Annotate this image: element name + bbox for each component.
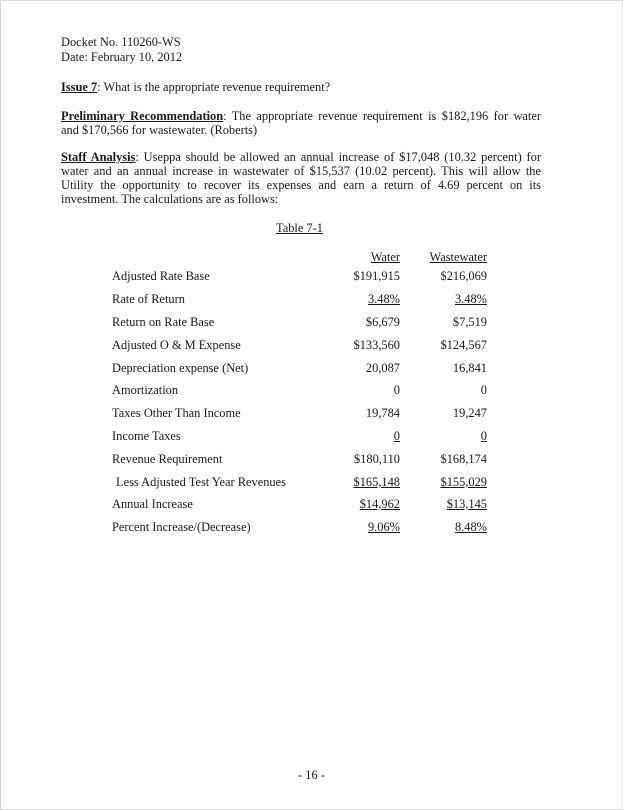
wastewater-value: 3.48% — [454, 292, 487, 306]
table-row — [0, 292, 623, 312]
page-number: - 16 - — [298, 768, 325, 782]
table-row — [0, 475, 623, 495]
table-row — [0, 406, 623, 426]
staff-analysis-text: : Useppa should be allowed an annual increase of $17,048 (10.32 percent) for water and an annual increase in wastewater of $15,537 (10.02 percent). This will allow the Utility the opportunity to recover its expenses and earn a return of 4.69 percent on its investment. The calculations are as follows: — [61, 150, 541, 206]
wastewater-value: 19,247 — [452, 406, 487, 420]
water-value: 0 — [393, 429, 400, 443]
row-label: Return on Rate Base — [112, 315, 215, 329]
water-value: $133,560 — [353, 338, 400, 352]
row-label: Income Taxes — [112, 429, 181, 443]
preliminary-recommendation-label: Preliminary Recommendation — [61, 109, 224, 123]
table-row — [0, 361, 623, 381]
row-label: Taxes Other Than Income — [112, 406, 241, 420]
docket-number: Docket No. 110260-WS — [61, 35, 181, 49]
row-label: Annual Increase — [112, 497, 193, 511]
table-row — [0, 338, 623, 358]
water-value: $6,679 — [365, 315, 400, 329]
table-title: Table 7-1 — [276, 221, 323, 235]
wastewater-value: $124,567 — [440, 338, 487, 352]
table-row — [0, 269, 623, 289]
issue-label: Issue 7 — [61, 80, 98, 94]
staff-analysis-paragraph — [61, 150, 541, 206]
table-row — [0, 520, 623, 540]
water-value: $14,962 — [359, 497, 400, 511]
staff-analysis-label: Staff Analysis — [61, 150, 136, 164]
wastewater-value: $168,174 — [440, 452, 487, 466]
column-header-wastewater: Wastewater — [429, 250, 487, 264]
table-row — [0, 497, 623, 517]
water-value: $180,110 — [353, 452, 400, 466]
row-label: Percent Increase/(Decrease) — [112, 520, 251, 534]
water-value: 20,087 — [365, 361, 400, 375]
row-label: Adjusted O & M Expense — [112, 338, 241, 352]
water-value: 19,784 — [365, 406, 400, 420]
wastewater-value: $7,519 — [452, 315, 487, 329]
row-label: Rate of Return — [112, 292, 185, 306]
table-row — [0, 315, 623, 335]
issue-paragraph — [61, 80, 541, 94]
issue-text: : What is the appropriate revenue requirement? — [97, 80, 331, 94]
wastewater-value: $13,145 — [446, 497, 487, 511]
row-label: Revenue Requirement — [112, 452, 223, 466]
water-value: $191,915 — [353, 269, 400, 283]
wastewater-value: 0 — [480, 383, 487, 397]
column-header-water: Water — [370, 250, 400, 264]
document-header — [61, 35, 182, 65]
preliminary-recommendation-text: : The appropriate revenue requirement is $182,196 for water and $170,566 for wastewater. (Roberts) — [61, 109, 541, 137]
water-value: 3.48% — [367, 292, 400, 306]
wastewater-value: $216,069 — [440, 269, 487, 283]
wastewater-value: 0 — [480, 429, 487, 443]
wastewater-value: 8.48% — [454, 520, 487, 534]
table-row — [0, 429, 623, 449]
row-label: Depreciation expense (Net) — [112, 361, 249, 375]
row-label: Adjusted Rate Base — [112, 269, 210, 283]
water-value: $165,148 — [353, 475, 400, 489]
water-value: 0 — [393, 383, 400, 397]
table-row — [0, 452, 623, 472]
water-value: 9.06% — [367, 520, 400, 534]
preliminary-recommendation-paragraph — [61, 109, 541, 137]
row-label: Less Adjusted Test Year Revenues — [116, 475, 286, 489]
wastewater-value: 16,841 — [452, 361, 487, 375]
wastewater-value: $155,029 — [440, 475, 487, 489]
document-date: Date: February 10, 2012 — [61, 50, 183, 64]
table-row — [0, 383, 623, 403]
row-label: Amortization — [112, 383, 179, 397]
